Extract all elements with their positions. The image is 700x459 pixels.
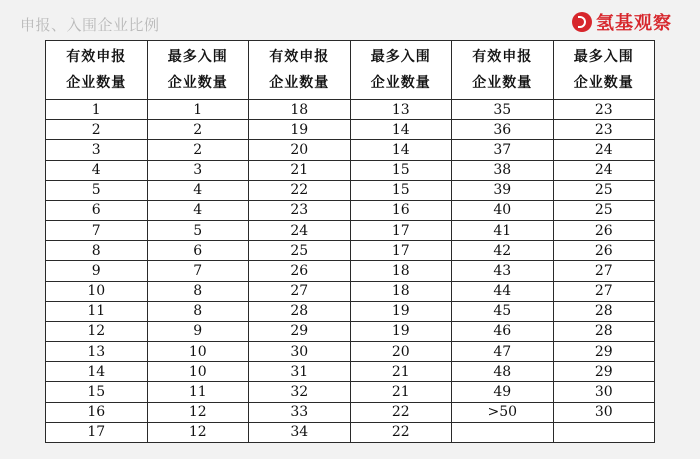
- table-cell: 37: [452, 140, 554, 160]
- table-cell: 2: [46, 120, 148, 140]
- table-cell: 14: [350, 120, 452, 140]
- table-cell: 25: [553, 180, 655, 200]
- table-row: [46, 261, 655, 281]
- column-header-line: 最多入围: [167, 49, 228, 65]
- column-header-line: 最多入围: [573, 49, 634, 65]
- table-cell: 6: [147, 241, 249, 261]
- table-cell: 30: [553, 402, 655, 422]
- table-cell: 29: [249, 321, 351, 341]
- table-cell: 9: [147, 321, 249, 341]
- table-cell: 43: [452, 261, 554, 281]
- table-cell: 18: [249, 100, 351, 120]
- table-cell: 18: [350, 281, 452, 301]
- table-cell: 16: [46, 402, 148, 422]
- table-cell: 14: [46, 362, 148, 382]
- table-cell: 20: [350, 342, 452, 362]
- table-row: [46, 382, 655, 402]
- table-cell: 17: [350, 221, 452, 241]
- table-cell: 1: [46, 100, 148, 120]
- table-cell: 24: [553, 140, 655, 160]
- table-cell: 47: [452, 342, 554, 362]
- table-row: [46, 160, 655, 180]
- brand-s-icon: [572, 12, 592, 32]
- table-cell: 7: [147, 261, 249, 281]
- ratio-table: [45, 40, 655, 443]
- table-row: [46, 140, 655, 160]
- table-cell: 21: [249, 160, 351, 180]
- table-cell: 17: [350, 241, 452, 261]
- table-cell: 10: [46, 281, 148, 301]
- table-row: [46, 180, 655, 200]
- column-header-line: 企业数量: [66, 75, 127, 91]
- table-cell: 1: [147, 100, 249, 120]
- table-cell: 42: [452, 241, 554, 261]
- table-cell: 44: [452, 281, 554, 301]
- column-header: [249, 41, 351, 100]
- column-header: [46, 41, 148, 100]
- column-header-line: 企业数量: [167, 75, 228, 91]
- column-header-line: 有效申报: [472, 49, 533, 65]
- table-cell: 19: [249, 120, 351, 140]
- table-cell: 33: [249, 402, 351, 422]
- table-row: [46, 120, 655, 140]
- table-cell: 5: [147, 221, 249, 241]
- table-cell: 3: [46, 140, 148, 160]
- table-cell: 11: [147, 382, 249, 402]
- table-cell: 49: [452, 382, 554, 402]
- table-cell: 20: [249, 140, 351, 160]
- table-cell: 28: [553, 301, 655, 321]
- column-header: [452, 41, 554, 100]
- column-header: [350, 41, 452, 100]
- logo-text: 氢基观察: [596, 13, 672, 34]
- table-row: [46, 200, 655, 220]
- column-header: [147, 41, 249, 100]
- table-cell: 10: [147, 342, 249, 362]
- table-row: [46, 342, 655, 362]
- table-cell: 38: [452, 160, 554, 180]
- table-cell: [452, 422, 554, 442]
- table-cell: 41: [452, 221, 554, 241]
- table-cell: 5: [46, 180, 148, 200]
- table-body: [46, 100, 655, 443]
- table-row: [46, 100, 655, 120]
- table-cell: 4: [46, 160, 148, 180]
- table-row: [46, 362, 655, 382]
- table-cell: >50: [452, 402, 554, 422]
- table-cell: 12: [147, 402, 249, 422]
- table-cell: 9: [46, 261, 148, 281]
- table-cell: 8: [147, 281, 249, 301]
- table-cell: 27: [553, 261, 655, 281]
- table-cell: 36: [452, 120, 554, 140]
- table-cell: 28: [553, 321, 655, 341]
- table-row: [46, 321, 655, 341]
- table-cell: 16: [350, 200, 452, 220]
- table-cell: 39: [452, 180, 554, 200]
- table-cell: 24: [553, 160, 655, 180]
- table-cell: 19: [350, 301, 452, 321]
- table-cell: 15: [46, 382, 148, 402]
- column-header-line: 有效申报: [66, 49, 127, 65]
- column-header: [553, 41, 655, 100]
- table-cell: 30: [553, 382, 655, 402]
- table-row: [46, 281, 655, 301]
- table-cell: 48: [452, 362, 554, 382]
- column-header-line: 企业数量: [370, 75, 431, 91]
- table-cell: 13: [350, 100, 452, 120]
- table-cell: 14: [350, 140, 452, 160]
- table-row: [46, 301, 655, 321]
- table-cell: 4: [147, 200, 249, 220]
- table-cell: 27: [553, 281, 655, 301]
- table-row: [46, 221, 655, 241]
- table-cell: 23: [249, 200, 351, 220]
- table-cell: 6: [46, 200, 148, 220]
- table-cell: 25: [249, 241, 351, 261]
- column-header-line: 企业数量: [472, 75, 533, 91]
- table-cell: 46: [452, 321, 554, 341]
- table-cell: [553, 422, 655, 442]
- table-cell: 26: [553, 241, 655, 261]
- table-header-row: [46, 41, 655, 100]
- table-cell: 22: [249, 180, 351, 200]
- table-cell: 12: [46, 321, 148, 341]
- table-cell: 34: [249, 422, 351, 442]
- table-cell: 12: [147, 422, 249, 442]
- table-cell: 28: [249, 301, 351, 321]
- table-cell: 15: [350, 180, 452, 200]
- table-cell: 21: [350, 382, 452, 402]
- table-cell: 4: [147, 180, 249, 200]
- table-cell: 23: [553, 100, 655, 120]
- table-cell: 40: [452, 200, 554, 220]
- table-cell: 2: [147, 120, 249, 140]
- table-cell: 32: [249, 382, 351, 402]
- table-cell: 31: [249, 362, 351, 382]
- table-cell: 15: [350, 160, 452, 180]
- table-row: [46, 402, 655, 422]
- column-header-line: 企业数量: [269, 75, 330, 91]
- table-cell: 8: [147, 301, 249, 321]
- table-cell: 19: [350, 321, 452, 341]
- table-cell: 26: [249, 261, 351, 281]
- table-cell: 2: [147, 140, 249, 160]
- table-cell: 30: [249, 342, 351, 362]
- table-cell: 23: [553, 120, 655, 140]
- table-cell: 3: [147, 160, 249, 180]
- table-cell: 22: [350, 402, 452, 422]
- brand-logo: [572, 9, 672, 35]
- table-cell: 29: [553, 342, 655, 362]
- table-row: [46, 241, 655, 261]
- table-cell: 18: [350, 261, 452, 281]
- table-cell: 24: [249, 221, 351, 241]
- table-cell: 35: [452, 100, 554, 120]
- table-cell: 29: [553, 362, 655, 382]
- table-cell: 27: [249, 281, 351, 301]
- column-header-line: 有效申报: [269, 49, 330, 65]
- table-cell: 45: [452, 301, 554, 321]
- page-title: 申报、入围企业比例: [20, 16, 160, 34]
- table-cell: 21: [350, 362, 452, 382]
- table-cell: 8: [46, 241, 148, 261]
- column-header-line: 最多入围: [370, 49, 431, 65]
- table-cell: 10: [147, 362, 249, 382]
- table-row: [46, 422, 655, 442]
- column-header-line: 企业数量: [573, 75, 634, 91]
- table-cell: 26: [553, 221, 655, 241]
- table-cell: 17: [46, 422, 148, 442]
- table-cell: 25: [553, 200, 655, 220]
- table-cell: 11: [46, 301, 148, 321]
- table-cell: 7: [46, 221, 148, 241]
- table-cell: 22: [350, 422, 452, 442]
- table-cell: 13: [46, 342, 148, 362]
- ratio-table-container: [45, 40, 655, 443]
